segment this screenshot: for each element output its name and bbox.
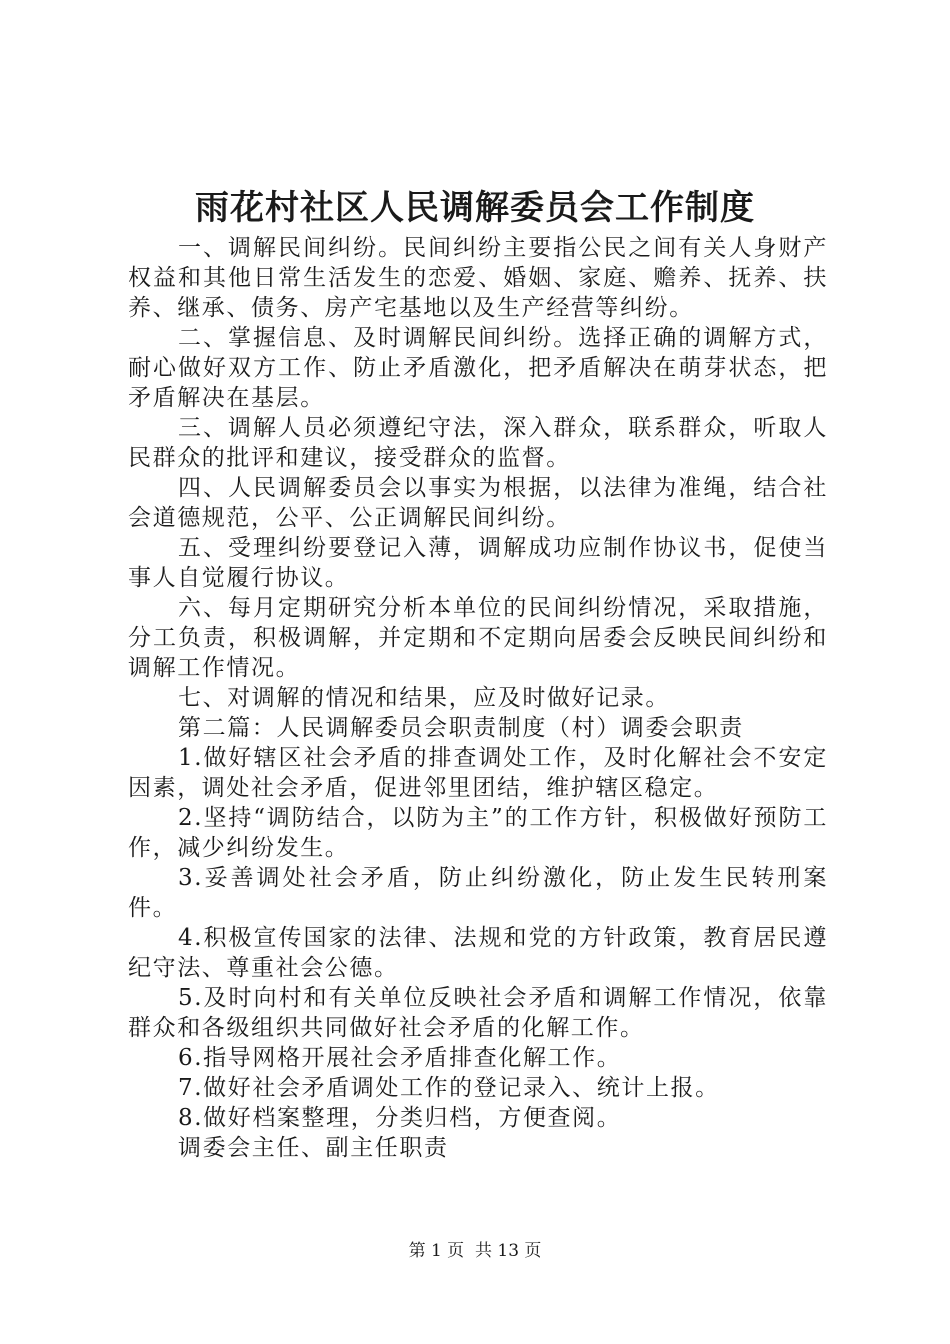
- subsection-heading: 调委会主任、副主任职责: [178, 1135, 449, 1161]
- paragraph: 二、掌握信息、及时调解民间纠纷。选择正确的调解方式，耐心做好双方工作、防止矛盾激化，把矛盾解决在萌芽状态，把矛盾解决在基层。: [128, 325, 828, 411]
- paragraph: 七、对调解的情况和结果，应及时做好记录。: [178, 685, 670, 711]
- list-item: 7.做好社会矛盾调处工作的登记录入、统计上报。: [178, 1075, 720, 1101]
- list-item: 6.指导网格开展社会矛盾排查化解工作。: [178, 1045, 622, 1071]
- document-body: [128, 233, 828, 1163]
- list-item: 1.做好辖区社会矛盾的排查调处工作，及时化解社会不安定因素，调处社会矛盾，促进邻里团结，维护辖区稳定。: [128, 745, 828, 801]
- list-item: 4.积极宣传国家的法律、法规和党的方针政策，教育居民遵纪守法、尊重社会公德。: [128, 925, 828, 981]
- paragraph: 五、受理纠纷要登记入薄，调解成功应制作协议书，促使当事人自觉履行协议。: [128, 535, 828, 591]
- page-footer: [0, 1240, 950, 1262]
- paragraph: 三、调解人员必须遵纪守法，深入群众，联系群众，听取人民群众的批评和建议，接受群众的监督。: [128, 415, 828, 471]
- paragraph: 六、每月定期研究分析本单位的民间纠纷情况，采取措施，分工负责，积极调解，并定期和不定期向居委会反映民间纠纷和调解工作情况。: [128, 595, 828, 681]
- section-heading: 第二篇：人民调解委员会职责制度（村）调委会职责: [178, 715, 744, 741]
- paragraph: 一、调解民间纠纷。民间纠纷主要指公民之间有关人身财产权益和其他日常生活发生的恋爱、婚姻、家庭、赡养、抚养、扶养、继承、债务、房产宅基地以及生产经营等纠纷。: [128, 235, 828, 321]
- list-item: 2.坚持“调防结合，以防为主”的工作方针，积极做好预防工作，减少纠纷发生。: [128, 805, 828, 861]
- paragraph: 四、人民调解委员会以事实为根据，以法律为准绳，结合社会道德规范，公平、公正调解民间纠纷。: [128, 475, 828, 531]
- list-item: 5.及时向村和有关单位反映社会矛盾和调解工作情况，依靠群众和各级组织共同做好社会矛盾的化解工作。: [128, 985, 828, 1041]
- list-item: 8.做好档案整理，分类归档，方便查阅。: [178, 1105, 622, 1131]
- list-item: 3.妥善调处社会矛盾，防止纠纷激化，防止发生民转刑案件。: [128, 865, 828, 921]
- document-title: 雨花村社区人民调解委员会工作制度: [195, 188, 755, 228]
- page-number: 第 1 页 共 13 页: [408, 1241, 542, 1261]
